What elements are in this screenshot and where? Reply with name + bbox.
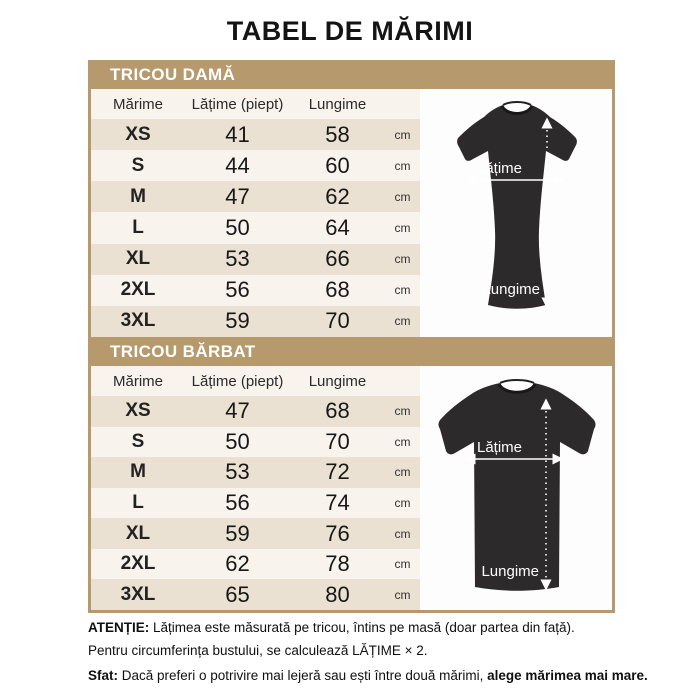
length-cell: 68 xyxy=(325,398,350,424)
size-cell: M xyxy=(130,461,146,483)
tshirt-silhouette xyxy=(439,383,596,591)
footer-notes xyxy=(88,620,668,683)
size-cell: M xyxy=(130,185,146,207)
section-title-barbat: TRICOU BĂRBAT xyxy=(110,341,256,361)
width-cell: 65 xyxy=(225,581,250,607)
length-cell: 66 xyxy=(325,246,350,272)
unit-cell: cm xyxy=(394,158,411,173)
col-header-width: Lățime (piept) xyxy=(191,372,284,390)
attention-note xyxy=(88,620,668,635)
width-label: Lățime xyxy=(477,160,523,177)
size-cell: XS xyxy=(125,123,151,145)
width-cell: 56 xyxy=(225,490,250,516)
unit-cell: cm xyxy=(394,404,411,419)
length-cell: 62 xyxy=(325,183,350,209)
section-dama xyxy=(91,89,612,337)
col-header-width: Lățime (piept) xyxy=(191,95,284,113)
unit-cell: cm xyxy=(394,434,411,449)
page-title: TABEL DE MĂRIMI xyxy=(226,16,474,46)
table-row xyxy=(91,150,420,181)
size-cell: 3XL xyxy=(120,583,156,605)
table-header-row xyxy=(91,89,420,119)
unit-cell: cm xyxy=(394,587,411,602)
unit-cell: cm xyxy=(394,526,411,541)
length-cell: 70 xyxy=(325,308,350,334)
unit-cell: cm xyxy=(394,189,411,204)
tshirt-collar xyxy=(499,384,535,392)
size-cell: 3XL xyxy=(120,310,156,332)
size-cell: XL xyxy=(125,522,151,544)
length-cell: 68 xyxy=(325,277,350,303)
table-row xyxy=(91,549,420,580)
table-row xyxy=(91,119,420,150)
length-cell: 78 xyxy=(325,551,350,577)
tshirt-diagram-barbat xyxy=(422,367,610,609)
length-label: Lungime xyxy=(482,281,540,298)
length-cell: 64 xyxy=(325,214,350,240)
size-cell: 2XL xyxy=(120,279,156,301)
table-row xyxy=(91,275,420,306)
section-header-barbat xyxy=(91,337,612,366)
length-cell: 60 xyxy=(325,152,350,178)
table-row xyxy=(91,427,420,458)
table-row xyxy=(91,579,420,610)
attention-text: Lățimea este măsurată pe tricou, întins pe masă (doar partea din față). xyxy=(149,620,575,635)
size-cell: XL xyxy=(125,248,151,270)
unit-cell: cm xyxy=(394,252,411,267)
attention-label: ATENȚIE: xyxy=(88,620,150,635)
tip-bold-text: alege mărimea mai mare. xyxy=(487,668,648,683)
unit-cell: cm xyxy=(394,283,411,298)
unit-cell: cm xyxy=(394,314,411,329)
tshirt-neckline xyxy=(500,380,534,383)
size-cell: XS xyxy=(125,400,151,422)
width-label: Lățime xyxy=(477,439,523,456)
table-row xyxy=(91,396,420,427)
table-row xyxy=(91,212,420,243)
tshirt-photo-barbat xyxy=(420,366,612,610)
length-label: Lungime xyxy=(481,563,539,580)
tip-label: Sfat: xyxy=(88,668,118,683)
size-cell: L xyxy=(132,216,144,238)
tip-text: Dacă preferi o potrivire mai lejeră sau ești între două mărimi, xyxy=(118,668,488,683)
width-cell: 47 xyxy=(225,183,250,209)
col-header-length: Lungime xyxy=(308,95,367,113)
length-cell: 76 xyxy=(325,520,350,546)
width-cell: 47 xyxy=(225,398,250,424)
width-cell: 50 xyxy=(225,214,250,240)
width-cell: 53 xyxy=(225,246,250,272)
size-cell: S xyxy=(131,154,145,176)
col-header-size: Mărime xyxy=(112,372,163,390)
size-table-dama xyxy=(91,89,420,337)
length-cell: 74 xyxy=(325,490,350,516)
width-cell: 53 xyxy=(225,459,250,485)
unit-cell: cm xyxy=(394,496,411,511)
table-row xyxy=(91,181,420,212)
col-header-size: Mărime xyxy=(112,95,163,113)
size-cell: S xyxy=(131,430,145,452)
unit-cell: cm xyxy=(394,220,411,235)
table-row xyxy=(91,488,420,519)
tshirt-photo-dama xyxy=(420,89,612,337)
length-cell: 70 xyxy=(325,428,350,454)
width-cell: 41 xyxy=(225,121,250,147)
tshirt-silhouette xyxy=(457,105,577,309)
tshirt-neckline xyxy=(503,102,531,105)
table-row xyxy=(91,457,420,488)
width-cell: 59 xyxy=(225,308,250,334)
col-header-length: Lungime xyxy=(308,372,367,390)
section-header-dama xyxy=(91,60,612,89)
table-row xyxy=(91,518,420,549)
tshirt-collar xyxy=(502,106,532,114)
section-barbat xyxy=(91,366,612,610)
width-cell: 62 xyxy=(225,551,250,577)
circumference-note: Pentru circumferința bustului, se calculează LĂȚIME × 2. xyxy=(88,643,428,658)
table-row xyxy=(91,244,420,275)
width-cell: 50 xyxy=(225,428,250,454)
size-cell: L xyxy=(132,492,144,514)
width-cell: 59 xyxy=(225,520,250,546)
width-cell: 44 xyxy=(225,152,250,178)
tshirt-diagram-dama xyxy=(422,90,610,336)
size-chart-panel xyxy=(88,60,615,613)
length-cell: 72 xyxy=(325,459,350,485)
width-cell: 56 xyxy=(225,277,250,303)
unit-cell: cm xyxy=(394,465,411,480)
tip-note xyxy=(88,668,668,683)
unit-cell: cm xyxy=(394,557,411,572)
unit-cell: cm xyxy=(394,127,411,142)
table-row xyxy=(91,306,420,337)
section-title-dama: TRICOU DAMĂ xyxy=(110,64,236,84)
size-table-barbat xyxy=(91,366,420,610)
length-cell: 58 xyxy=(325,121,350,147)
table-header-row xyxy=(91,366,420,396)
length-cell: 80 xyxy=(325,581,350,607)
size-cell: 2XL xyxy=(120,553,156,575)
